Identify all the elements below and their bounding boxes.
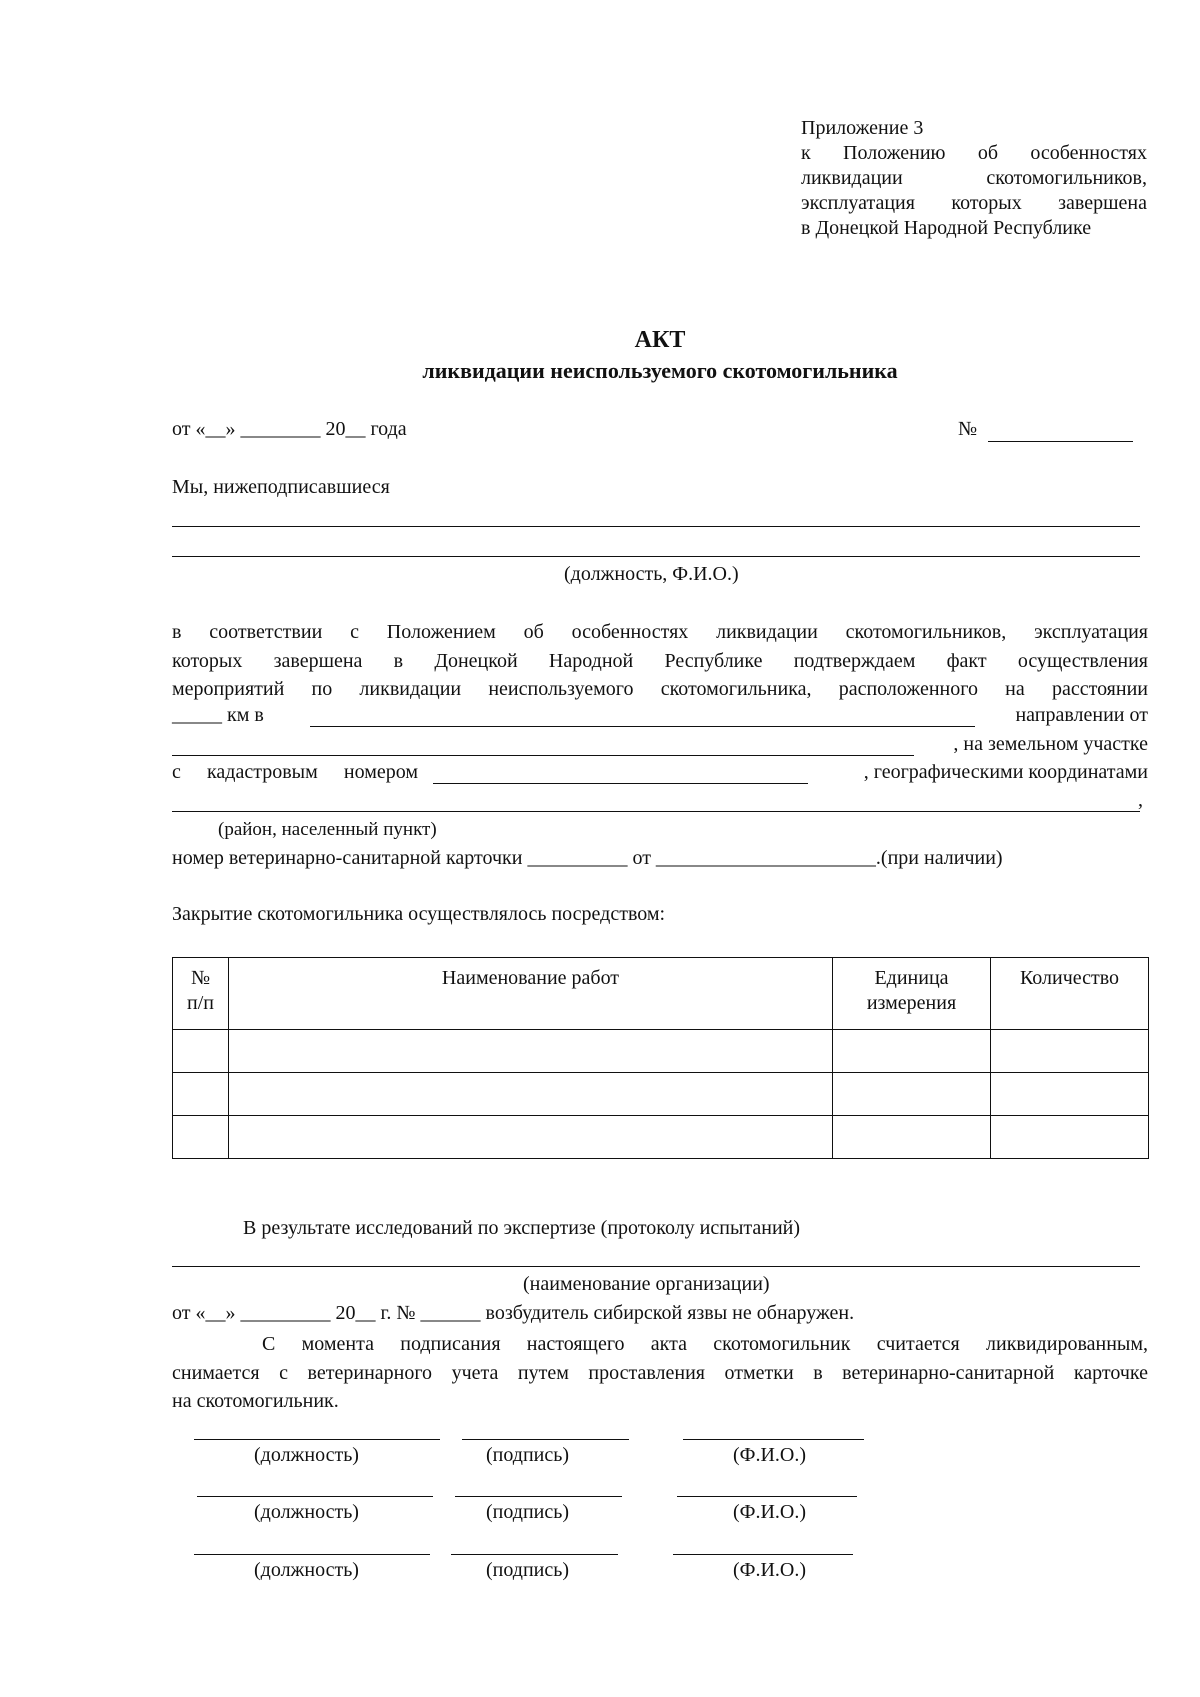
coordinates-comma: ,: [1138, 789, 1143, 811]
appendix-line: эксплуатация которых завершена: [801, 192, 1147, 214]
name-caption: (Ф.И.О.): [733, 1559, 807, 1581]
signature-caption: (подпись): [486, 1501, 570, 1523]
table-row: [173, 1030, 1149, 1073]
table-row: [173, 1116, 1149, 1159]
table-cell[interactable]: [991, 1116, 1149, 1159]
signature-line-signature[interactable]: [455, 1496, 622, 1497]
body-line: мероприятий по ликвидации неиспользуемого скотомогильника, расположенного на расстоянии: [172, 678, 1148, 701]
organization-field-line[interactable]: [172, 1266, 1140, 1267]
number-field-line[interactable]: [988, 441, 1133, 442]
paragraph-line: на скотомогильник.: [172, 1390, 339, 1413]
table-cell[interactable]: [173, 1030, 229, 1073]
signature-line-name[interactable]: [673, 1554, 853, 1555]
origin-field-line[interactable]: [172, 755, 914, 756]
table-row: [173, 1073, 1149, 1116]
signature-caption: (подпись): [486, 1559, 570, 1581]
name-caption: (Ф.И.О.): [733, 1501, 807, 1523]
signers-field-line-2[interactable]: [172, 556, 1140, 557]
result-date-line: от «__» _________ 20__ г. № ______ возбудитель сибирской язвы не обнаружен.: [172, 1302, 855, 1324]
signers-intro: Мы, нижеподписавшиеся: [172, 476, 390, 498]
table-cell[interactable]: [173, 1116, 229, 1159]
date-line: от «__» ________ 20__ года: [172, 418, 407, 440]
header-cell-name: Наименование работ: [229, 958, 833, 1030]
signature-caption: (подпись): [486, 1444, 570, 1466]
district-caption: (район, населенный пункт): [218, 819, 437, 840]
signature-line-name[interactable]: [677, 1496, 857, 1497]
appendix-block: [801, 116, 1147, 241]
table-header-row: [173, 958, 1149, 1030]
document-subtitle: ликвидации неиспользуемого скотомогильника: [422, 358, 898, 383]
number-sign: №: [958, 418, 978, 440]
table-cell[interactable]: [229, 1116, 833, 1159]
vet-card-line: номер ветеринарно-санитарной карточки __________ от ______________________.(при наличии): [172, 847, 1003, 869]
body-paragraph: [172, 618, 1148, 704]
signature-line-position[interactable]: [197, 1496, 433, 1497]
table-cell[interactable]: [229, 1030, 833, 1073]
signers-field-line-1[interactable]: [172, 526, 1140, 527]
land-plot-label: , на земельном участке: [953, 733, 1148, 755]
position-caption: (должность): [254, 1444, 359, 1466]
direction-field-line[interactable]: [310, 726, 975, 727]
header-cell-unit: Единица измерения: [833, 958, 991, 1030]
table-cell[interactable]: [173, 1073, 229, 1116]
header-cell-quantity: Количество: [991, 958, 1149, 1030]
paragraph-line: снимается с ветеринарного учета путем проставления отметки в ветеринарно-санитарной карточке: [172, 1361, 1148, 1384]
document-title: АКТ: [634, 327, 686, 353]
table-cell[interactable]: [833, 1116, 991, 1159]
coordinates-field-line[interactable]: [172, 811, 1140, 812]
table-cell[interactable]: [991, 1030, 1149, 1073]
distance-km: _____ км в: [172, 704, 264, 726]
appendix-number: Приложение 3: [801, 117, 924, 139]
result-intro: В результате исследований по экспертизе (протоколу испытаний): [243, 1217, 801, 1239]
position-caption: (должность): [254, 1501, 359, 1523]
table-cell[interactable]: [833, 1030, 991, 1073]
cadastral-label: с кадастровым номером: [172, 761, 418, 783]
signature-line-position[interactable]: [194, 1439, 440, 1440]
signature-line-signature[interactable]: [462, 1439, 629, 1440]
table-cell[interactable]: [991, 1073, 1149, 1116]
paragraph-line: С момента подписания настоящего акта скотомогильник считается ликвидированным,: [262, 1333, 1148, 1355]
cadastral-field-line[interactable]: [433, 783, 808, 784]
body-line: в соответствии с Положением об особенностях ликвидации скотомогильников, эксплуатация: [172, 621, 1148, 643]
closure-intro: Закрытие скотомогильника осуществлялось посредством:: [172, 903, 666, 925]
name-caption: (Ф.И.О.): [733, 1444, 807, 1466]
table-cell[interactable]: [229, 1073, 833, 1116]
body-line: которых завершена в Донецкой Народной Республике подтверждаем факт осуществления: [172, 649, 1148, 672]
signers-caption: (должность, Ф.И.О.): [564, 563, 739, 585]
coordinates-label: , географическими координатами: [863, 761, 1148, 783]
signature-line-name[interactable]: [683, 1439, 864, 1440]
signature-line-position[interactable]: [194, 1554, 430, 1555]
appendix-line: в Донецкой Народной Республике: [801, 217, 1092, 239]
direction-label: направлении от: [1015, 704, 1148, 726]
works-table: [172, 957, 1149, 1159]
appendix-line: ликвидации скотомогильников,: [801, 167, 1147, 189]
table-cell[interactable]: [833, 1073, 991, 1116]
signature-line-signature[interactable]: [451, 1554, 618, 1555]
appendix-line: к Положению об особенностях: [801, 142, 1147, 164]
header-cell-number: № п/п: [173, 958, 229, 1030]
organization-caption: (наименование организации): [523, 1273, 770, 1295]
position-caption: (должность): [254, 1559, 359, 1581]
liquidation-paragraph: [172, 1330, 1148, 1416]
